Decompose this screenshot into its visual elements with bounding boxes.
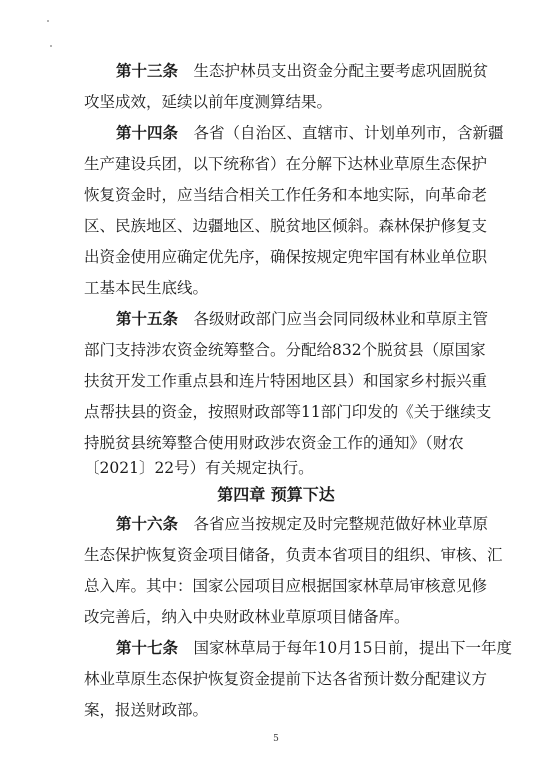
article-15-line-5: 持脱贫县统筹整合使用财政涉农资金工作的通知》（财农 [84,434,464,452]
article-14-line-3: 恢复资金时，应当结合相关工作任务和本地实际，向革命老 [84,186,488,204]
article-14-title: 第十四条 [116,123,179,142]
article-13-line-2: 攻坚成效，延续以前年度测算结果。 [84,93,333,111]
article-16-line-3: 总入库。其中：国家公园项目应根据国家林草局审核意见修 [84,577,488,595]
article-14-line-4: 区、民族地区、边疆地区、脱贫地区倾斜。森林保护修复支 [84,217,488,235]
article-15-text: 各级财政部门应当会同同级林业和草原主管 [193,310,489,328]
article-17-line-3: 案，报送财政部。 [84,701,209,719]
scan-speck [47,20,49,22]
article-15-line-3: 扶贫开发工作重点县和连片特困地区县）和国家乡村振兴重 [84,372,488,390]
chapter-heading: 第四章 预算下达 [217,485,335,504]
page-number: 5 [273,734,279,744]
article-17-line-2: 林业草原生态保护恢复资金提前下达各省预计数分配建议方 [84,670,488,688]
article-13-title: 第十三条 [116,61,179,80]
article-14-text: 各省（自治区、直辖市、计划单列市，含新疆 [193,124,504,142]
article-16-line-4: 改完善后，纳入中央财政林业草原项目储备库。 [84,608,410,626]
article-16-text: 各省应当按规定及时完整规范做好林业草原 [193,515,489,533]
article-15-line-2: 部门支持涉农资金统筹整合。分配给832个脱贫县（原国家 [84,341,486,359]
article-15-line-6: 〔2021〕22号）有关规定执行。 [84,459,314,477]
scan-speck [50,45,52,47]
article-14-line-1 [116,123,504,143]
article-13-line-1 [116,61,488,81]
article-15-line-1 [116,309,488,329]
article-16-line-1 [116,514,488,534]
article-16-line-2: 生态保护恢复资金项目储备，负责本省项目的组织、审核、汇 [84,546,503,564]
article-13-text: 生态护林员支出资金分配主要考虑巩固脱贫 [193,62,489,80]
article-15-title: 第十五条 [116,309,179,328]
article-15-line-4: 点帮扶县的资金，按照财政部等11部门印发的《关于继续支 [84,403,492,421]
article-14-line-2: 生产建设兵团，以下统称省）在分解下达林业草原生态保护 [84,155,488,173]
article-16-title: 第十六条 [116,514,179,533]
article-17-text: 国家林草局于每年10月15日前，提出下一年度 [193,639,512,657]
article-17-line-1 [116,638,512,658]
article-14-line-5: 出资金使用应确定优先序，确保按规定兜牢国有林业单位职 [84,248,488,266]
article-14-line-6: 工基本民生底线。 [84,279,209,297]
article-17-title: 第十七条 [116,638,179,657]
